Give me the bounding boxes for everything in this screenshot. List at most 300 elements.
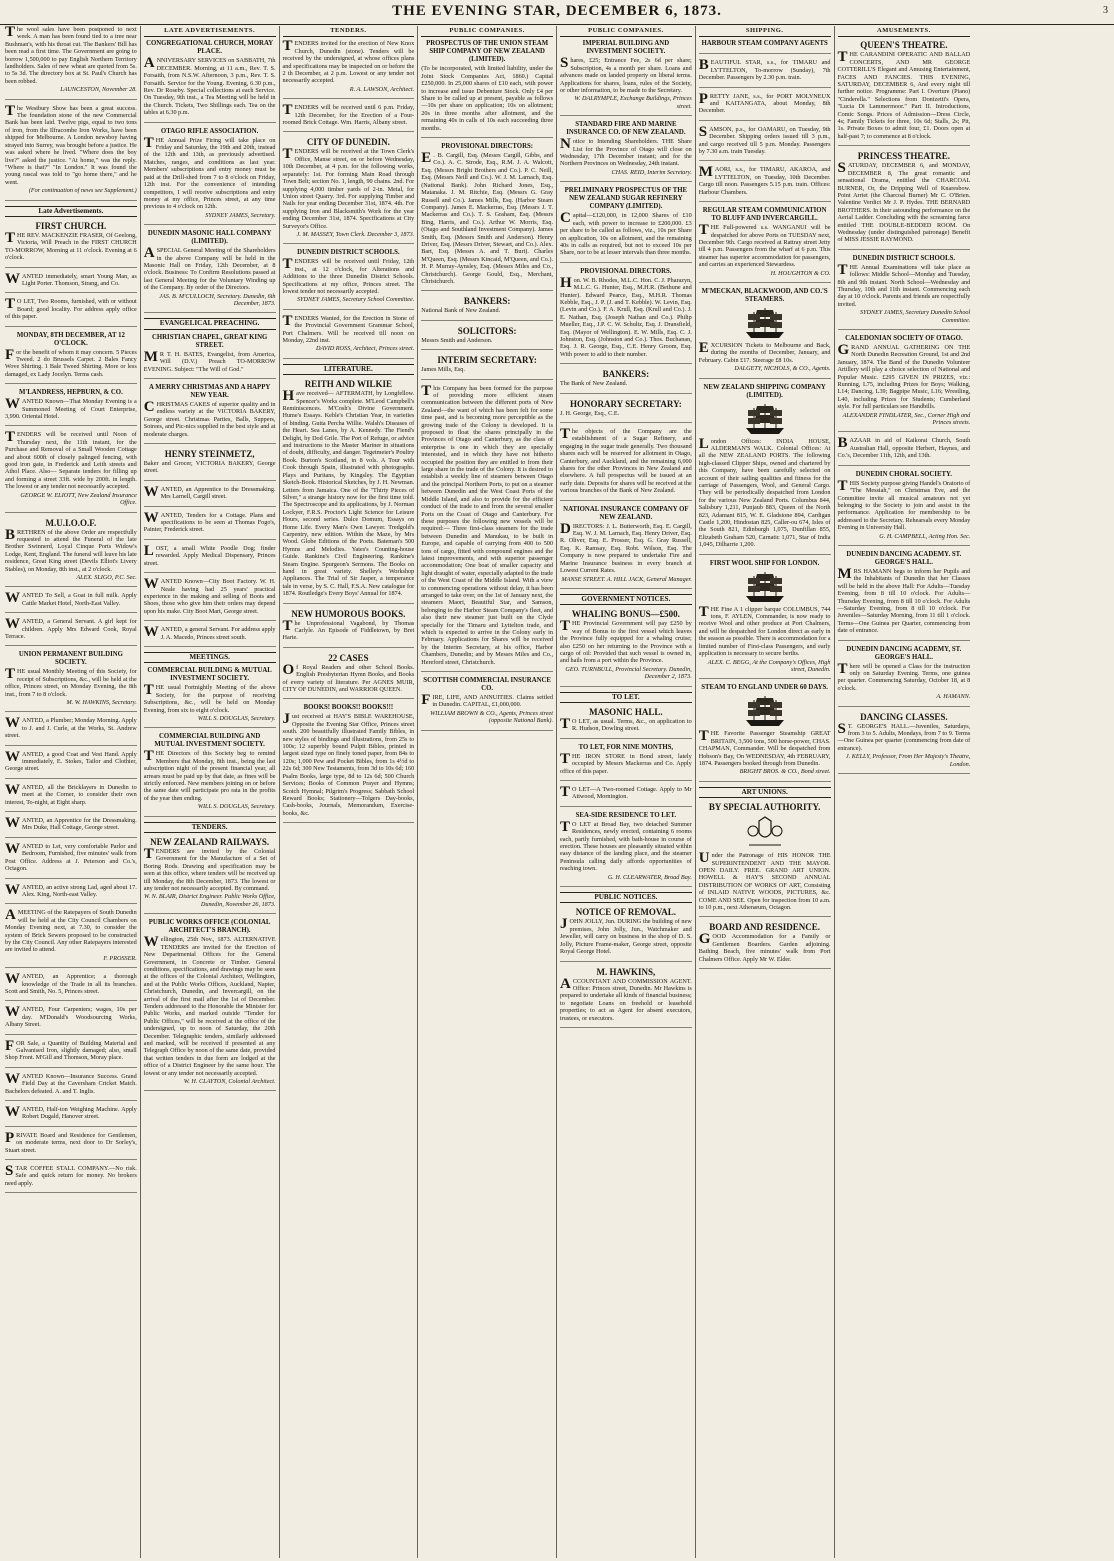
ad-body: ACCOUNTANT AND COMMISSION AGENT. Office: Princes street, Dunedin. Mr Hawkins is prepared to undertake all kinds of financial business; to negotiate Loans on freehold or leasehold properties; to act as Agent for absent executors, trustees, or executors.	[560, 975, 692, 1022]
ad-body: THE Annual Examinations will take place as follows: Middle School—Monday and Tuesday, 8th and 9th instant. North School—Wednesday and Thursday, 10th and 11th instant. Commencing each day at 10 o'clock. Parents and friends are respectfully invited.	[837, 261, 971, 308]
drop-cap: W	[5, 971, 20, 988]
advertisement	[838, 151, 971, 249]
advertisement	[699, 684, 831, 781]
ad-title: HARBOUR STEAM COMPANY AGENTS	[701, 40, 828, 48]
ad-title: REITH AND WILKIE	[304, 379, 393, 390]
ad-body: ANNIVERSARY SERVICES on SABBATH, 7th DECEMBER. Morning, at 11 a.m., Rev. T. S. Forsaith, from N.S.W. Afternoon, 3 p.m., Rev. T. S. Forsaith. Service for the Young. Evening, 6.30 p.m., Rev. Dr Roseby. Special collections at each Service. On Tuesday, 9th inst., a Tea Meeting will be held in the Church. Tickets, Two Shillings each. Tea on the tables at 6.30 p.m.	[143, 55, 276, 117]
ad-title: 22 CASES	[328, 652, 369, 663]
drop-cap: S	[837, 160, 846, 177]
drop-cap: M	[837, 565, 852, 582]
ad-body: Baker and Grocer, VICTORIA BAKERY, George street.	[143, 460, 276, 475]
drop-cap: W	[5, 1004, 20, 1021]
advertisement	[5, 1106, 137, 1127]
drop-cap: S	[560, 55, 569, 72]
ad-body: E . B. Cargill, Esq. (Messrs Cargill, Gibbs, and Co.). A. C. Strode, Esq., R.M. J. A. Walcott, Esq. (Messrs Bright Brothers and Co.). P. C. Neill, Esq. (Messrs Neill and Co.). W. J. M. Larnach, Esq. (National Bank). John Richard Jones, Esq., Matanaka. J. M. Ritchie, Esq. (Messrs G. Gray Russell and Co.). James Mills, Esq. (Harbor Steam Company). James E. Mackerras, Esq. (Messrs J. T. Mackerras and Co.). T. S. Graham, Esq. (Messrs Bing, Harris, and Co.). Arthur W. Morris, Esq. (Otago and Southland Investment Company). James Smith, Esq. (Messrs Smith and Anderson). Henry Driver, Esq. (Messrs Driver, Stewart, and Co.). Alex. Bart, Esq. (Messrs A. and T. Burt). Charles M'Queen, Esq. (Messrs Kincaid, M'Queen, and Co.). H. P. Murray-Aynsley, Esq. (Messrs Miles and Co., Christchurch). George Gould, Esq., Merchant, Christchurch.	[421, 150, 553, 285]
ad-title: M'MECKAN, BLACKWOOD, AND CO.'S STEAMERS.	[701, 287, 828, 303]
ad-body: For the benefit of whom it may concern. 5 Pieces Tweed. 2 do Brussels Carpet. 2 Bales Fancy Wove Shirting. 1 Bale Tweed Shirting. More or less damaged, ex Lady Jocelyn. Terms cash.	[5, 346, 137, 378]
ad-signature: BRIGHT BROS. & CO., Bond street.	[739, 768, 831, 776]
advertisement	[560, 744, 692, 781]
advertisement	[5, 389, 137, 426]
advertisement	[143, 542, 276, 573]
advertisement	[5, 881, 137, 905]
drop-cap: T	[282, 146, 293, 163]
advertisement	[282, 312, 415, 359]
advertisement	[699, 59, 831, 87]
advertisement	[560, 506, 692, 589]
ad-body: CHRISTMAS CAKES of superior quality and in endless variety at the VICTORIA BAKERY, George street. Christmas Parties, Balls, Suppers, Soirees, and Pic-nics supplied in the best style and at moderate charges.	[143, 399, 276, 438]
advertisement	[5, 781, 137, 812]
ad-title: BY SPECIAL AUTHORITY.	[708, 802, 821, 813]
ad-body: TENDERS will be received until 6 p.m. Friday, 12th December, for the Erection of a Four-roomed Brick Cottage. Wm. Harris, Albany street.	[282, 102, 415, 127]
drop-cap: E	[698, 339, 709, 356]
ad-body: THE Directors of this Society beg to remind Members that Monday, 8th inst., being the last subscription night of the present financial year, all arrears must be paid up by that date, as fines will be strictly enforced. New members joining on or before the same date will participate pro rata in the profits of the year then ending.	[143, 748, 276, 802]
drop-cap: S	[837, 720, 846, 737]
advertisement	[5, 431, 137, 512]
ad-body: Shares, £25; Entrance Fee, 2s 6d per share; Subscription, 4s a month per share. Loans and advances made on landed property on liberal terms. Applications for shares, loans, rules of the Society, or other information, to be made to the Secretary.	[560, 55, 692, 95]
ad-body: WANTED, Half-ton Weighing Machine. Apply Robert Dugald, Hanover street.	[5, 1104, 137, 1121]
drop-cap: T	[5, 296, 16, 313]
drop-cap: T	[560, 818, 571, 835]
advertisement	[699, 166, 831, 202]
ad-title: CALEDONIAN SOCIETY OF OTAGO.	[845, 335, 963, 342]
drop-cap: T	[560, 618, 571, 635]
ad-body: The wool sales have been postponed to next week. A man has been found tied to a tree near Bushman's, with his throat cut. The Bankers' Bill has been read a first time. The Government are going to borrow 1,500,000 to pay English Northern Territory landholders. Sales of new wheat are quoted from 5s. to 5s 3d. The directory box at St. Paul's Church has been robbed.	[5, 26, 137, 85]
ad-body: THIS Society purpose giving Handel's Oratorio of "The Messiah," on Christmas Eve, and the Committee invite all musical amateurs not yet belonging to the Society to join and assist in the performance. Application for membership to be addressed to the Secretary. Rehearsals every Monday Evening in University Hall.	[837, 477, 971, 532]
ad-body: London Offices: INDIA HOUSE, ALDERMAN'S WALK. Colonial Offices: At all the NEW ZEALAND PORTS. The following high-classed Clipper Ships, owned and chartered by this Company, have been carefully selected on account of their sailing qualities and fitness for the carriage of Passengers, Wool, and General Cargo. They will be periodically despatched from London for the various New Zealand Ports. Columbus 844, Salisbury 1,211, Punjaub 883, Queen of the North 823, Adamant 815, W. E. Gladstone 894, Cardigan Castle 1,200, Hindostan 825, Caller-ou 674, Isles of the South 821, Edinburgh 1,075, Dunfillan 855, Elizabeth Graham 520, Carnatic 1,071, Star of India 1,045, Dilharrie 1,200.	[698, 435, 831, 549]
ad-title: INTERIM SECRETARY:	[437, 355, 537, 366]
drop-cap: W	[5, 270, 20, 287]
drop-cap: G	[698, 931, 711, 948]
advertisement	[699, 207, 831, 283]
drop-cap: N	[560, 136, 571, 153]
advertisement	[838, 437, 971, 465]
advertisement	[699, 384, 831, 555]
ad-signature: SYDNEY JAMES, Secretary.	[205, 211, 276, 219]
ad-signature: MANSE STREET. A. HILL JACK, General Manager.	[561, 575, 692, 583]
ad-title: FIRST CHURCH.	[35, 220, 107, 231]
advertisement	[5, 651, 137, 712]
ad-body: WANTED, an Apprentice for the Dressmaking. Mrs Duke, Hall Cottage, George street.	[5, 815, 137, 832]
advertisement	[560, 707, 692, 739]
advertisement	[421, 677, 553, 731]
ad-title: M'LANDRESS, HEPBURN, & CO.	[18, 389, 123, 397]
ad-title: HONORARY SECRETARY:	[569, 398, 682, 409]
ad-signature: ALEX. SLIGO, P.C. Sec.	[76, 573, 137, 581]
advertisement	[144, 626, 276, 647]
advertisement	[144, 733, 276, 816]
drop-cap: T	[698, 222, 709, 239]
ad-title: QUEEN'S THEATRE.	[860, 40, 948, 51]
ad-title: A MERRY CHRISTMAS AND A HAPPY NEW YEAR.	[148, 384, 271, 399]
advertisement	[5, 973, 137, 1001]
drop-cap: L	[698, 435, 709, 452]
drop-cap: T	[5, 26, 16, 40]
drop-cap: P	[5, 1129, 15, 1146]
ad-body: Wellington, 25th Nov., 1873. ALTERNATIVE TENDERS are invited for the Erection of New Departmental Offices for the General Government, in Concrete or Timber. General conditions, specifications, and drawings may be seen at the offices of the Colonial Architect, Wellington, and at the Public Works Offices, Auckland, Napier, Christchurch, Dunedin, and Invercargill, on the arrival of the first mail after the 1st of December. Tenders addressed to the Honorable the Minister for Public Works, and marked outside "Tender for Public Offices," will be received at the office of the undersigned, up to noon of Saturday, the 20th December. Telegraphic tenders, similarly addressed and marked, will be received if presented at any Telegraph Office by noon of the same date, provided that written tenders in due form are lodged at the office of a District Engineer by the same hour. The lowest or any tender not necessarily accepted.	[143, 934, 276, 1077]
advertisement	[5, 298, 137, 326]
ad-title: DANCING CLASSES.	[860, 711, 948, 722]
ad-body: Hon. W. B. Rhodes, M.L.C. Hon. C. J. Pharazyn, M.L.C. G. Hunter, Esq., M.H.R. (Bethune and Hunter). Edward Pearce, Esq., M.H.R. Thomas Kebble, Esq., J. P. (J. and T. Kebble). W. Levin, Esq. (Levin and Co.). F. A. Krull, Esq. (Krull and Co.). J. E. Nathan, Esq. (Joseph Nathan and Co.). Philip Mueller, Esq., J.P. C. W. Schultz, Esq. J. Dransfield, Esq. (Mayor of Wellington). E. W. Mills, Esq. C. J. Johnston, Esq. (Johnston and Co.). Thos. Buchanan, Esq. J. R. George, Esq., C.E. Henry Groom, Esq. With power to add to their number.	[560, 274, 692, 358]
advertisement	[838, 40, 971, 146]
ad-title: CHRISTIAN CHAPEL, GREAT KING STREET.	[151, 333, 268, 349]
ad-body: TENDERS will be received until Noon of Thursday next, the 11th instant, for the Purchase and Removal of a Small Wooden Cottage and about 600ft of closely palinged fencing, with good iron gate, in Frederick and Leith streets and Athol Place. Also— Separate tenders for filling up and forming a street 33ft. wide by 200ft. in length. The lowest or any tender not necessarily accepted.	[5, 429, 137, 491]
advertisement	[144, 578, 276, 621]
ad-signature: W. N. BLAIR, District Engineer. Public Works Office, Dunedin, November 26, 1873.	[143, 893, 276, 908]
ad-body: GOOD Accommodation for a Family or Gentlemen Boarders. Garden adjoining. Bathing Beach, five minutes' walk from Port Chalmers Office. Apply Mr W. Elder.	[698, 931, 831, 963]
ad-title: DUNEDIN DANCING ACADEMY. ST. GEORGE'S HALL.	[846, 550, 962, 566]
section-heading: TO LET.	[560, 692, 692, 703]
ad-signature: WILLIAM BROWN & CO., Agents, Princes street (opposite National Bank).	[430, 709, 553, 725]
ad-title: BOOKS! BOOKS!! BOOKS!!!	[303, 704, 394, 712]
column-1	[2, 26, 141, 1558]
drop-cap: T	[5, 429, 16, 446]
ad-title: STANDARD FIRE AND MARINE INSURANCE CO. OF NEW ZEALAND.	[566, 121, 686, 137]
drop-cap: W	[5, 815, 20, 832]
masthead	[0, 0, 1114, 25]
drop-cap: S	[5, 1163, 14, 1180]
drop-cap: S	[698, 123, 708, 140]
drop-cap: W	[5, 590, 20, 607]
newspaper-columns	[2, 26, 1112, 1558]
section-heading: LITERATURE.	[283, 364, 415, 375]
drop-cap: M	[698, 164, 713, 181]
ad-body: STAR COFFEE STALL COMPANY.—No risk. Safe and quick return for money. No brokers need apply.	[5, 1163, 137, 1187]
advertisement	[421, 40, 553, 138]
ad-body: PRIVATE Board and Residence for Gentlemen, on moderate terms, next door to Dr Sorley's, Stuart street.	[5, 1129, 137, 1154]
column-7	[835, 26, 974, 1558]
advertisement	[5, 717, 137, 745]
ad-title: M. HAWKINS,	[596, 966, 656, 977]
drop-cap: W	[143, 624, 159, 641]
ad-body: WANTED to Let, very comfortable Parlor and Bedroom, Furnished, five minutes' walk from Post Office. Address at J. Peterson and Co.'s, Octagon.	[5, 840, 137, 873]
ad-signature: J. M. MASSEY, Town Clerk. December 3, 1873.	[296, 230, 415, 238]
ad-body: MRS HAMANN begs to inform her Pupils and the Inhabitants of Dunedin that her Classes will be held in the above Hall: For Adults—Tuesday Evening, from 8 till 10 o'clock. For Adults—Thursday Evening, from 8 till 10 o'clock. For Adults—Saturday Evening, from 8 till 10 o'clock. For Juveniles—Saturday Morning, from 11 till 1 o'clock. Terms—One Guinea per Quarter, commencing from date of entrance.	[837, 565, 971, 635]
ad-title: UNION PERMANENT BUILDING SOCIETY.	[18, 651, 123, 667]
advertisement	[144, 667, 276, 728]
newspaper-title: THE EVENING STAR, DECEMBER 6, 1873.	[392, 3, 722, 19]
ad-body: S T. GEORGE'S HALL.—Juveniles, Saturdays, from 3 to 5. Adults, Mondays, from 7 to 9. Terms—One Guinea per quarter (commencing from date of entrance).	[837, 720, 971, 752]
ad-title: NEW ZEALAND SHIPPING COMPANY (LIMITED).	[703, 383, 826, 399]
drop-cap: H	[282, 388, 295, 405]
advertisement	[698, 90, 831, 121]
ad-title: SOLICITORS:	[457, 325, 517, 336]
ad-signature: G. H. CAMPBELL, Acting Hon. Sec.	[879, 532, 971, 540]
advertisement	[143, 483, 276, 507]
ad-body: LOST, a small White Poodle Dog; finder rewarded. Apply Medical Dispensary, Princes street.	[143, 542, 276, 567]
ad-body: Capital—£120,000, in 12,000 Shares of £10 each, with power to increase to £200,000. £3 per share to be called as follows, viz., 10s per Share on application, 10s on allotment, and the remaining 40s in calls as required, but not to exceed 10s per Share, nor to be at lesser intervals than three months.	[560, 210, 692, 257]
drop-cap: T	[837, 660, 848, 677]
ad-title: PROVISIONAL DIRECTORS:	[441, 143, 534, 151]
drop-cap: T	[143, 846, 154, 863]
drop-cap: O	[282, 661, 295, 678]
advertisement	[5, 270, 137, 294]
ad-title: DUNEDIN DANCING ACADEMY, ST. GEORGE'S HALL.	[846, 645, 962, 661]
drop-cap: T	[837, 477, 848, 494]
ad-body: M R T. H. BATES, Evangelist, from America, Will (D.V.) Preach TO-MORROW EVENING. Subject: "The Will of God."	[143, 348, 276, 373]
advertisement	[144, 230, 276, 313]
drop-cap: T	[560, 750, 571, 767]
ad-signature: ALEX. C. BEGG, At the Company's Offices, High street, Dunedin.	[707, 658, 831, 673]
ad-title: DUNEDIN MASONIC HALL COMPANY (LIMITED).	[147, 230, 272, 246]
drop-cap: T	[5, 229, 16, 246]
section-heading: MEETINGS.	[144, 652, 276, 663]
advertisement	[5, 618, 137, 646]
ad-body: THE IRON STORE in Bond street, lately occupied by Messrs Mackerras and Co. Apply office of this paper.	[560, 750, 692, 775]
ad-signature: LAUNCESTON, November 28.	[60, 86, 137, 94]
drop-cap: B	[837, 435, 848, 452]
column-heading: LATE ADVERTISEMENTS.	[144, 26, 276, 37]
advertisement	[144, 919, 276, 1091]
column-3	[280, 26, 419, 1558]
ad-body: WANTED, a good Coat and Vest Hand. Apply immediately, E. Stokes, Tailor and Clothier, George street.	[5, 748, 137, 773]
ad-body: Messrs Smith and Anderson.	[421, 336, 493, 344]
ad-body: TENDERS Wanted, for the Erection in Stone of the Provincial Government Grammar School, Port Chalmers. Will be received till noon on Monday, 22nd inst.	[282, 312, 415, 344]
drop-cap: T	[837, 49, 848, 66]
ad-signature: M. W. HAWKINS, Secretary.	[66, 699, 137, 706]
ad-body: TENDERS invited for the erection of New Knox Church, Dunedin (stone). Tenders will be received by the undersigned, at whose offices plans and specifications may be inspected on or before the 2 th December, at 2 p.m. Lowest or any tender not necessarily accepted.	[282, 38, 415, 85]
ad-body: THE usual Monthly Meeting of this Society, for receipt of Subscriptions, &c., will be held at the office, Princes street, on Monday Evening, the 8th inst., from 7 to 8 o'clock.	[5, 666, 137, 698]
ad-body: (To be incorporated, with limited liability, under the Joint Stock Companies Act, 1860.) Capital £250,000. In 25,000 shares of £10 each, with power to increase and issue Debenture Stock. Only £4 per Share to be called up at present, payable as follows—10s per share on application; 10s on allotment; 20s in three months after allotment, and the remaining 40s in calls of 10s each succeeding three months.	[421, 65, 553, 132]
ad-body: WANTED, an Apprentice to the Dressmaking. Mrs Larnell, Cargill street.	[143, 483, 276, 501]
ad-body: WANTED, an active strong Lad, aged about 17. Alex. King, North-east Valley.	[5, 881, 137, 898]
advertisement	[560, 967, 692, 1028]
ad-body: TENDERS will be received at the Town Clerk's Office, Manse street, on or before Wednesday, 10th December, at 4 p.m. for the following works, separately: 1st. For forming Main Road through Town Belt; section No. 1, length, 90 chains. 2nd. For supplying 4,000 timber yards of 2-in. Metal, for Union street Quarry. 3rd. For supplying Timber and Nails for year ending December 31st, 1874. 4th. For supplying Iron and Blacksmith's Work for the year ending December 31st, 1874. Specifications at City Surveyor's Office.	[282, 146, 415, 230]
drop-cap: W	[143, 483, 159, 500]
ad-title: PROSPECTUS OF THE UNION STEAM SHIP COMPANY OF NEW ZEALAND (LIMITED).	[426, 40, 549, 64]
ad-body: JOHN JOLLY, Jun. DURING the building of new premises, John Jolly, Jun., Watchmaker and Jeweller, will carry on business in the shop of D. S. Jolly, Picture Frame-maker, George street, opposite Royal George Hotel.	[560, 916, 692, 956]
advertisement	[5, 840, 137, 879]
ad-signature: SYDNEY JAMES, Secretary School Committee.	[296, 296, 415, 304]
advertisement	[560, 187, 692, 262]
ad-signature: H. HOUGHTON & CO.	[770, 269, 831, 277]
ad-title: FIRST WOOL SHIP FOR LONDON.	[709, 559, 820, 567]
ad-title: BOARD AND RESIDENCE.	[709, 922, 821, 933]
advertisement	[144, 334, 276, 379]
advertisement	[421, 355, 553, 379]
advertisement	[560, 268, 692, 364]
advertisement	[421, 326, 553, 350]
ad-body: A SPECIAL General Meeting of the Shareholders in the above Company will be held in the Masonic Hall on Friday, 12th December, at 8 o'clock. Business: To Confirm Resolutions passed at last General Meeting for the Voluntary Winding up of the Company. By order of the Directors.	[143, 245, 276, 292]
ad-title: COMMERCIAL BUILDING AND MUTUAL INVESTMENT SOCIETY.	[154, 733, 265, 749]
ad-body: WANTED Known—Insurance Success. Grand Field Day at the Caversham Cricket Match. Bachelors defeated. A. and T. Inglis.	[5, 1070, 137, 1095]
drop-cap: T	[143, 134, 154, 151]
advertisement	[144, 128, 276, 225]
drop-cap: T	[282, 102, 293, 119]
drop-cap: F	[5, 1037, 15, 1054]
advertisement	[838, 335, 971, 432]
drop-cap: C	[143, 399, 155, 415]
advertisement	[421, 382, 553, 672]
advertisement	[143, 509, 276, 540]
ad-body: WANTED Known—City Boot Factory. W. H. Neale having had 25 years' practical experience in the making and selling of Boots and Shoes, those who give him their orders may depend upon his make. City Boot Mart, George street.	[143, 576, 276, 615]
ad-body: THE usual Fortnightly Meeting of the above Society, for the purpose of receiving Subscriptions, &c., will be held on Monday Evening, from six to eight o'clock.	[143, 682, 276, 714]
ad-title: NATIONAL INSURANCE COMPANY OF NEW ZEALAND.	[563, 505, 689, 521]
section-heading: ART UNIONS.	[699, 787, 831, 798]
ad-body: THE Fine A 1 clipper barque COLUMBUS, 744 tons, F. AYLEN, Commander, is now ready to receive Wool and other produce at Port Chalmers, and will be despatched for London direct as early in the season as possible. There is accommodation for a limited number of First-class Passengers, and early application is necessary to secure berths.	[698, 603, 831, 658]
column-heading: AMUSEMENTS.	[838, 26, 971, 37]
ad-body: WANTED, a general Servant. For address apply J. A. Macedo, Princes street south.	[143, 624, 276, 641]
advertisement	[560, 369, 692, 393]
advertisement	[283, 379, 415, 603]
advertisement	[5, 909, 137, 968]
ad-body: TENDERS are invited by the Colonial Government for the Manufacture of a Set of Boring Rods. Drawing and specification may be seen at this office, where tenders will be received up till Monday, the 8th December, 1873. The lowest or any tender not necessarily accepted. By command.	[143, 846, 276, 893]
advertisement	[283, 104, 415, 132]
advertisement	[5, 592, 137, 613]
column-heading: SHIPPING.	[699, 26, 831, 37]
advertisement	[5, 817, 137, 838]
ad-body: WANTED, a General Servant. A girl kept for children. Apply Mrs Edward Cook, Royal Terrace.	[5, 616, 137, 640]
ad-signature: W. H. CLAYTON, Colonial Architect.	[183, 1078, 276, 1085]
drop-cap: T	[560, 784, 571, 800]
drop-cap: T	[5, 666, 16, 683]
ad-title: BANKERS:	[602, 369, 650, 380]
drop-cap: W	[5, 840, 20, 857]
ad-body: THE Favorite Passenger Steamship GREAT BRITAIN, 3,500 tons, 500 horse-power, CHAS. CHAPMAN, Commander. Will be despatched from Hobson's Bay, On WEDNESDAY, 4th FEBRUARY, 1874. Passengers booked through from Dunedin.	[698, 728, 831, 767]
drop-cap: T	[560, 426, 571, 442]
advertisement	[699, 40, 831, 54]
ad-title: PROVISIONAL DIRECTORS.	[580, 267, 672, 275]
advertisement	[838, 646, 971, 707]
drop-cap: W	[5, 616, 20, 633]
ad-body: T O LET, as usual. Terms, &c., on application to R. Hudson, Dowling street.	[560, 715, 692, 733]
advertisement	[5, 102, 137, 201]
drop-cap: A	[143, 245, 155, 262]
ad-title: DUNEDIN CHORAL SOCIETY.	[855, 470, 952, 478]
ad-title: M.U.I.O.O.F.	[45, 517, 97, 528]
ad-signature: GEO. TURNBULL, Provincial Secretary. Dunedin, December 2, 1873.	[565, 665, 692, 681]
advertisement	[5, 332, 137, 385]
advertisement	[283, 40, 415, 99]
ad-body: WANTED, an Apprentice; a thorough knowledge of the Trade in all its branches. Scott and Smith, No. 5, Princes street.	[5, 971, 137, 995]
advertisement	[838, 712, 971, 774]
ad-title: DUNEDIN DISTRICT SCHOOLS.	[297, 249, 400, 257]
advertisement	[560, 609, 692, 686]
drop-cap: L	[143, 542, 154, 559]
ad-body: T O LET, Two Rooms, furnished, with or without Board; good locality. For address apply office of this paper.	[5, 296, 137, 321]
advertisement	[5, 1070, 137, 1101]
drop-cap: F	[5, 346, 15, 363]
ad-title: OTAGO RIFLE ASSOCIATION.	[160, 127, 259, 135]
ad-body: T O LET at Broad Bay, two detached Summer Residences, newly erected, containing 6 rooms each, partly furnished, with bath-house in course of erection. These houses are pleasantly situated within easy distance of the landing place, and the steamer Peninsula calling daily affords opportunities of reaching town.	[560, 818, 692, 873]
ad-body: MAORI, s.s., for TIMARU, AKAROA, and LYTTELTON, on Tuesday, 10th December. Cargo till noon. Passengers 5.15 p.m. train. Offices: Harbour Chambers.	[698, 164, 831, 196]
advertisement	[560, 121, 692, 182]
ad-body: Just received at HAY'S BIBLE WAREHOUSE, Opposite the Evening Star Office, Princes street south. 200 beautifully illustrated Family Bibles, in new styles of bindings and illustrations, from 25s to 100s; 12 superbly bound Pulpit Bibles, printed in largest sized type on finely toned paper, from 84s to 120s; 1,000 Pew and Pocket Bibles, from 1s 4½d to 22s 6d; 300 New Testaments, from 3d to 10s 6d; 160 Psalm Books, large type, 8d to 12s 6d; 500 Church Services; Books of Common Prayer and Hymns; Scotch Hymnal; Pilgrim's Progress; Sabbath School Reward Books; Stationery—Tolgers Day-books, Cash-books, Journals, Memorandum, Exercise-books, &c.	[282, 711, 415, 817]
advertisement	[5, 1037, 137, 1068]
drop-cap: T	[282, 617, 293, 634]
drop-cap: G	[837, 342, 850, 358]
ad-title: PRINCESS THEATRE.	[857, 151, 950, 162]
drop-cap: W	[5, 881, 20, 898]
drop-cap: W	[143, 509, 159, 526]
column-4	[418, 26, 557, 1558]
ad-body: The Bank of New Zealand.	[560, 380, 628, 388]
page-number: 3	[1103, 5, 1108, 16]
ad-body: FIRE, LIFE, AND ANNUITIES. Claims settled in Dunedin. CAPITAL, £1,000,000.	[421, 692, 553, 709]
ad-body: The Westbury Show has been a great success. The foundation stone of the new Commercial Bank has been laid. Twelve pigs, equal to two tons of iron, from the Ilfracombe Iron Works, have been shipped for Melbourne. A London newsboy having strayed into Surrey, was brought before a justice. He was asked where he lived. "Where does the boy live?" asked the justice. "At home," was the reply. "Where is that?" "In London." It was found the young rascal was told to "go home there," and he went.	[5, 102, 137, 186]
ad-signature: A. HAMANN.	[936, 693, 971, 701]
drop-cap: T	[282, 256, 293, 273]
column-heading: PUBLIC COMPANIES.	[560, 26, 692, 37]
advertisement	[144, 384, 276, 444]
ad-body: WANTED, a Plumber; Monday Morning. Apply to J. and J. Curle, at the Works, St. Andrew street.	[5, 715, 137, 740]
ad-title: TO LET, FOR NINE MONTHS,	[578, 743, 674, 751]
advertisement	[560, 428, 692, 501]
ad-title: SCOTTISH COMMERCIAL INSURANCE CO.	[423, 677, 551, 693]
ad-signature: SYDNEY JAMES, Secretary Dunedin School Committee.	[859, 309, 971, 324]
ad-signature: F. PROSSER.	[103, 954, 137, 962]
advertisement	[283, 609, 415, 648]
ad-title: WHALING BONUS—£500.	[571, 609, 680, 620]
ad-body: The Unprofessional Vagabond, by Thomas Carlyle. An Episode of Fiddletown, by Bret Harte.	[282, 617, 415, 642]
ad-signature: W. DALRYMPLE, Exchange Buildings, Princes street.	[574, 95, 692, 110]
advertisement	[144, 837, 276, 914]
ad-body: National Bank of New Zealand.	[421, 307, 501, 315]
sailing-ship-icon	[742, 694, 788, 728]
ad-signature: WILL S. DOUGLAS, Secretary.	[197, 803, 276, 811]
drop-cap: W	[5, 715, 20, 732]
ad-signature: GEORGE W. ELIOTT, New Zealand Insurance Office.	[20, 491, 137, 507]
drop-cap: T	[143, 682, 154, 699]
section-heading: GOVERNMENT NOTICES.	[560, 594, 692, 605]
sailing-ship-icon	[742, 570, 788, 604]
ad-body: WANTED To Sell, a Goat in full milk. Apply Cattle Market Hotel, North-East Valley.	[5, 590, 137, 607]
ad-body: THE Provincial Government will pay £250 by way of Bonus to the first vessel which leaves the Province fully equipped for a whaling cruise; also £250 on her returning to the Province with a cargo of oil: Provided that such vessel is owned in, and hails from a port within the Province.	[560, 618, 692, 665]
drop-cap: W	[143, 934, 159, 951]
drop-cap: E	[421, 150, 432, 167]
ad-body: BEAUTIFUL STAR, s.s., for TIMARU and LYTTELTON, To-morrow (Sunday), 7th December. Passengers by 2.30 p.m. train.	[698, 57, 831, 82]
ad-body: The objects of the Company are the establishment of a Sugar Refinery, and engaging in the sugar trade generally. Two thousand shares each will be reserved for allotment in Otago, Canterbury, and Auckland, and the remaining 6,000 shares for the other Provinces in New Zealand and elsewhere. A full prospectus will be issued at an early date. Deposits for shares will be received at the various branches of the Bank of New Zealand.	[560, 426, 692, 495]
ad-body: WANTED, Four Carpenters; wages, 10s per day. M'Donald's Woodsourcing Works, Albany Street.	[5, 1004, 137, 1029]
advertisement	[5, 748, 137, 779]
drop-cap: T	[837, 261, 848, 278]
ad-body: There will be opened a Class for the instruction only on Saturday Evening. Terms, one guinea per quarter. Commencing Saturday, October 18, at 8 o'clock.	[837, 660, 971, 692]
column-2	[141, 26, 280, 1558]
ad-title: PRELIMINARY PROSPECTUS OF THE NEW ZEALAND SUGAR REFINERY COMPANY (LIMITED).	[564, 187, 688, 211]
advertisement	[283, 653, 415, 700]
advertisement	[699, 802, 831, 917]
advertisement	[5, 1165, 137, 1193]
ad-title: MONDAY, 8TH DECEMBER, AT 12 O'CLOCK.	[16, 331, 125, 347]
section-heading: TENDERS.	[144, 822, 276, 833]
ad-signature: G. H. CLEARWATER, Broad Bay.	[607, 873, 692, 881]
advertisement	[144, 40, 276, 122]
column-heading: TENDERS.	[283, 26, 415, 37]
ad-title: REGULAR STEAM COMMUNICATION TO BLUFF AND INVERCARGILL.	[702, 207, 827, 223]
ad-title: DUNEDIN DISTRICT SCHOOLS.	[852, 254, 956, 262]
advertisement	[283, 137, 415, 244]
advertisement	[283, 249, 415, 309]
drop-cap: J	[282, 711, 290, 728]
ad-body: THE REV. MACKENZIE FRASER, Of Geelong, Victoria, Will Preach in the FIRST CHURCH TO-MORROW, Morning at 11 o'clock. Evening at 6 o'clock.	[5, 229, 137, 262]
drop-cap: C	[560, 210, 571, 227]
ad-body: DIRECTORS: J. L. Butterworth, Esq. E. Cargill, Esq. W. J. M. Larnach, Esq. Henry Driver, Esq. R. Oliver, Esq. E. Prosser, Esq. G. Gray Russell, Esq. K. Ramsay, Esq. Robt. Wilson, Esq. The Company is now prepared to undertake Fire and Marine Insurance business in every branch at Lowest Current Rates.	[560, 520, 692, 575]
advertisement	[5, 518, 137, 588]
ad-signature: R. A. LAWSON, Architect.	[349, 85, 415, 93]
drop-cap: T	[143, 748, 154, 765]
section-heading: Late Advertisements.	[5, 206, 137, 217]
ad-body: J. H. George, Esq., C.E.	[560, 409, 620, 417]
ad-title: HENRY STEINMETZ,	[164, 449, 255, 460]
drop-cap: P	[698, 90, 708, 107]
ad-body: WANTED immediately, smart Young Man, as Light Porter. Thomson, Strang, and Co.	[5, 270, 137, 287]
ad-signature: ALEXANDER FINDLATER, Sec., Corner High and Princes streets.	[842, 411, 971, 427]
advertisement	[838, 255, 971, 330]
ad-body: EXCURSION Tickets to Melbourne and Back, during the months of December, January, and February. Cabin £17. Steerage £8 10s.	[698, 339, 831, 364]
ad-title: NEW HUMOROUS BOOKS.	[291, 608, 406, 619]
ad-body: TENDERS will be received until Friday, 12th inst., at 12 o'clock, for Alterations and Additions to the three Dunedin District Schools. Specifications at my office, Princes street. The lowest tender not necessarily accepted.	[282, 256, 415, 295]
royal-coat-of-arms-icon	[745, 815, 785, 849]
ad-signature: DALGETY, NICHOLS, & CO., Agents.	[734, 365, 831, 373]
